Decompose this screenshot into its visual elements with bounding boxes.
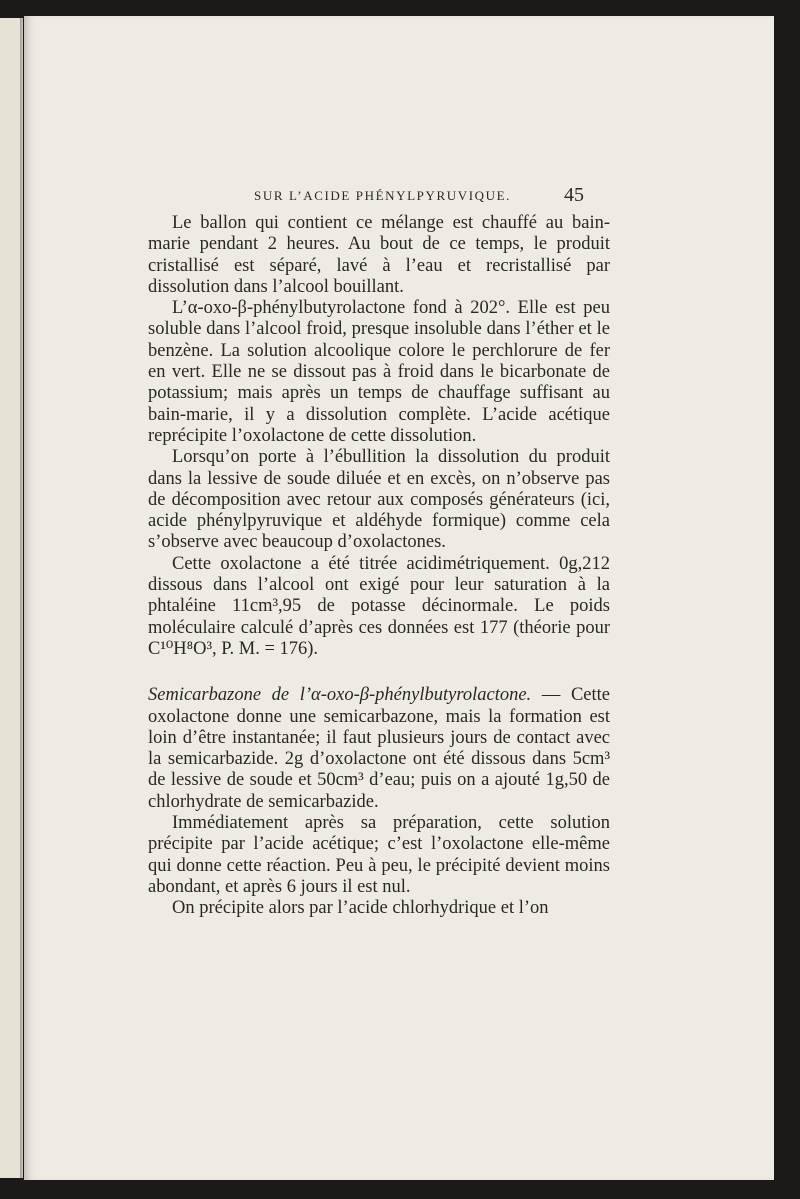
page-number: 45	[564, 184, 584, 206]
running-head	[24, 186, 774, 206]
book-gutter	[20, 18, 23, 1178]
section-text: — Cette oxolactone donne une semicarbazone, mais la formation est loin d’être instantanée; il faut plusieurs jours de contact avec la semicarbazide. 2g d’oxolactone ont été dissous dans 5cm³ de lessive de soude et 50cm³ d’eau; puis on a ajouté 1g,50 de chlorhydrate de semicarbazide.	[148, 685, 610, 812]
paragraph: L’α-oxo-β-phénylbutyrolactone fond à 202°. Elle est peu soluble dans l’alcool froid, presque insoluble dans l’éther et le benzène. La solution alcoolique colore le perchlorure de fer en vert. Elle ne se dissout pas à froid dans le bicarbonate de potassium; mais après un temps de chauffage suffisant au bain-marie, il y a dissolution complète. L’acide acétique reprécipite l’oxolactone de cette dissolution.	[148, 298, 610, 446]
paragraph: Lorsqu’on porte à l’ébullition la dissolution du produit dans la lessive de soude diluée et en excès, on n’observe pas de décomposition avec retour aux composés générateurs (ici, acide phénylpyruvique et aldéhyde formique) comme cela s’observe avec beaucoup d’oxolactones.	[148, 447, 610, 553]
paragraph: On précipite alors par l’acide chlorhydrique et l’on	[172, 898, 549, 919]
running-title: SUR L’ACIDE PHÉNYLPYRUVIQUE.	[254, 188, 512, 203]
paragraph: Cette oxolactone a été titrée acidimétriquement. 0g,212 dissous dans l’alcool ont exigé pour leur saturation à la phtaléine 11cm³,95 de potasse décinormale. Le poids moléculaire calculé d’après ces données est 177 (théorie pour C¹⁰H⁸O³, P. M. = 176).	[148, 553, 610, 659]
book-page	[24, 16, 774, 1180]
paragraph: Immédiatement après sa préparation, cette solution précipite par l’acide acétique; c’est l’oxolactone elle-même qui donne cette réaction. Peu à peu, le précipité devient moins abondant, et après 6 jours il est nul.	[148, 813, 610, 897]
section-title: Semicarbazone de l’α-oxo-β-phénylbutyrolactone.	[148, 685, 532, 706]
section-paragraph	[148, 685, 610, 813]
paragraph: Le ballon qui contient ce mélange est chauffé au bain-marie pendant 2 heures. Au bout de ce temps, le produit cristallisé est séparé, lavé à l’eau et recristallisé par dissolution dans l’alcool bouillant.	[148, 213, 610, 297]
body-text	[148, 213, 610, 920]
